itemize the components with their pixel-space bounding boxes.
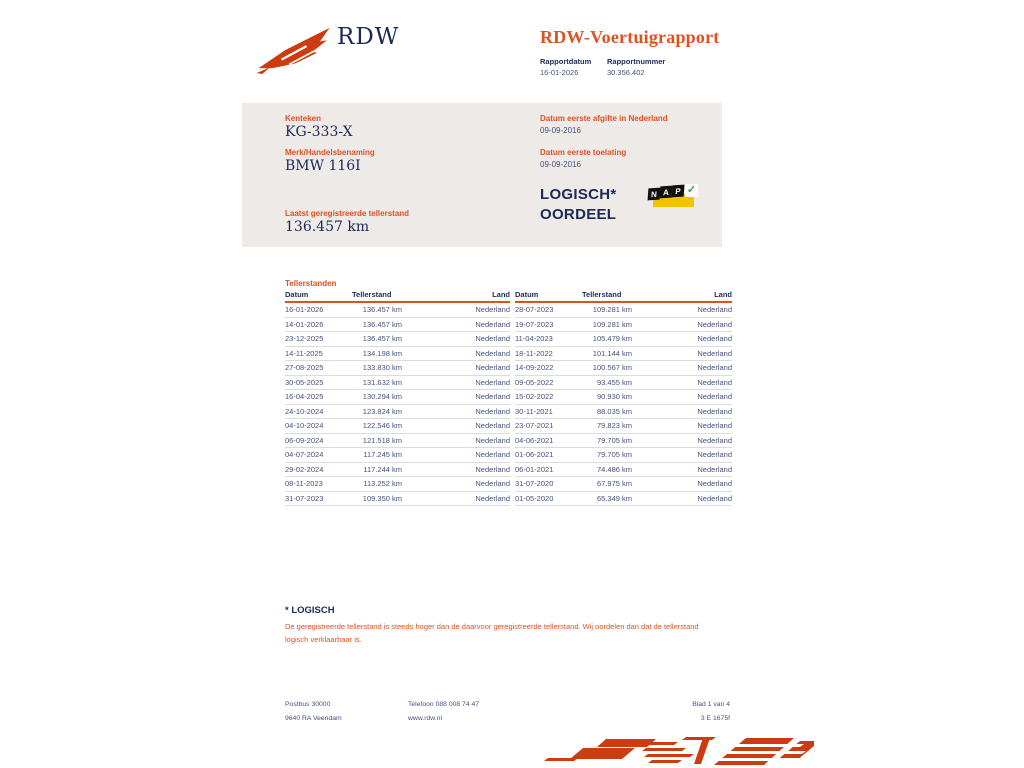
- row-land: Nederland: [475, 392, 510, 402]
- table-row: [285, 347, 510, 362]
- tellerstanden-title: Tellerstanden: [285, 279, 337, 288]
- col-header-land: Land: [714, 290, 732, 299]
- col-header-datum: Datum: [285, 290, 309, 299]
- table-row: [285, 318, 510, 333]
- table-row: [515, 347, 732, 362]
- afgifte-value: 09-09-2016: [540, 126, 581, 135]
- row-tellerstand: 109.281 km: [592, 305, 632, 315]
- row-land: Nederland: [475, 406, 510, 416]
- row-date: 16-01-2026: [285, 305, 324, 315]
- table-row: [285, 303, 510, 318]
- row-tellerstand: 101.144 km: [592, 348, 632, 358]
- row-land: Nederland: [697, 435, 732, 445]
- brand-wordmark: RDW: [337, 24, 400, 50]
- row-date: 04-07-2024: [285, 450, 324, 460]
- row-tellerstand: 136.457 km: [362, 305, 402, 315]
- table-row: [285, 419, 510, 434]
- row-land: Nederland: [475, 493, 510, 503]
- row-date: 06-01-2021: [515, 464, 554, 474]
- row-date: 14-09-2022: [515, 363, 554, 373]
- row-tellerstand: 88.035 km: [596, 406, 632, 416]
- nap-checkmark-icon: ✓: [686, 184, 697, 196]
- row-tellerstand: 79.823 km: [596, 421, 632, 431]
- col-header-tellerstand: Tellerstand: [352, 290, 392, 299]
- table-row: [285, 477, 510, 492]
- row-tellerstand: 130.294 km: [362, 392, 402, 402]
- row-tellerstand: 136.457 km: [362, 319, 402, 329]
- rapportdatum-value: 16-01-2026: [540, 68, 579, 77]
- row-tellerstand: 109.350 km: [362, 493, 402, 503]
- row-tellerstand: 79.705 km: [596, 435, 632, 445]
- row-date: 31-07-2023: [285, 493, 324, 503]
- row-tellerstand: 136.457 km: [362, 334, 402, 344]
- row-tellerstand: 74.486 km: [596, 464, 632, 474]
- table-row: [515, 419, 732, 434]
- row-tellerstand: 105.479 km: [592, 334, 632, 344]
- oordeel-line1: LOGISCH*: [540, 186, 617, 203]
- row-date: 18-11-2022: [515, 348, 553, 358]
- page-title: RDW-Voertuigrapport: [540, 27, 720, 47]
- row-tellerstand: 90.930 km: [596, 392, 632, 402]
- table-row: [515, 390, 732, 405]
- row-tellerstand: 100.567 km: [592, 363, 632, 373]
- meter-table-left: [285, 290, 510, 506]
- row-date: 14-01-2026: [285, 319, 324, 329]
- nap-letter-p: P: [672, 185, 685, 198]
- table-row: [515, 361, 732, 376]
- laatste-tellerstand-value: 136.457 km: [285, 219, 370, 235]
- meter-table-left-body: [285, 303, 510, 506]
- row-land: Nederland: [475, 435, 510, 445]
- row-date: 14-11-2025: [285, 348, 323, 358]
- row-land: Nederland: [475, 305, 510, 315]
- row-tellerstand: 93.455 km: [596, 377, 632, 387]
- row-land: Nederland: [697, 479, 732, 489]
- row-date: 04-06-2021: [515, 435, 554, 445]
- row-tellerstand: 65.349 km: [596, 493, 632, 503]
- table-row: [515, 332, 732, 347]
- row-tellerstand: 109.281 km: [592, 319, 632, 329]
- row-tellerstand: 113.252 km: [363, 479, 402, 489]
- rapportdatum-label: Rapportdatum: [540, 57, 592, 66]
- table-row: [515, 405, 732, 420]
- row-land: Nederland: [697, 377, 732, 387]
- table-row: [515, 448, 732, 463]
- rapportnummer-value: 30.356.402: [607, 68, 645, 77]
- row-tellerstand: 67.975 km: [596, 479, 632, 489]
- meter-table-right-header: [515, 290, 732, 303]
- row-date: 24-10-2024: [285, 406, 324, 416]
- row-date: 27-08-2025: [285, 363, 324, 373]
- table-row: [515, 376, 732, 391]
- col-header-land: Land: [492, 290, 510, 299]
- col-header-tellerstand: Tellerstand: [582, 290, 622, 299]
- row-date: 15-02-2022: [515, 392, 554, 402]
- footer-page-indicator: Blad 1 van 4: [692, 701, 730, 708]
- table-row: [285, 405, 510, 420]
- footer-phone: Telefoon 088 008 74 47: [408, 701, 480, 708]
- merk-label: Merk/Handelsbenaming: [285, 148, 375, 157]
- row-land: Nederland: [475, 348, 510, 358]
- row-date: 04-10-2024: [285, 421, 324, 431]
- table-row: [285, 463, 510, 478]
- row-land: Nederland: [475, 363, 510, 373]
- row-tellerstand: 117.244 km: [363, 464, 402, 474]
- afgifte-label: Datum eerste afgifte in Nederland: [540, 114, 668, 123]
- row-land: Nederland: [475, 377, 510, 387]
- table-row: [285, 361, 510, 376]
- row-date: 11-04-2023: [515, 334, 553, 344]
- rdw-stripes-decoration: [542, 736, 814, 768]
- row-land: Nederland: [475, 421, 510, 431]
- row-tellerstand: 134.198 km: [362, 348, 402, 358]
- row-land: Nederland: [697, 305, 732, 315]
- row-land: Nederland: [697, 464, 732, 474]
- row-date: 23-07-2021: [515, 421, 554, 431]
- row-land: Nederland: [475, 319, 510, 329]
- row-date: 08-11-2023: [285, 479, 323, 489]
- footer-address-line1: Postbus 30000: [285, 701, 331, 708]
- row-land: Nederland: [697, 348, 732, 358]
- row-land: Nederland: [697, 406, 732, 416]
- row-date: 01-05-2020: [515, 493, 554, 503]
- row-date: 19-07-2023: [515, 319, 554, 329]
- table-row: [515, 477, 732, 492]
- row-land: Nederland: [697, 421, 732, 431]
- table-row: [285, 492, 510, 507]
- row-date: 01-06-2021: [515, 450, 554, 460]
- row-date: 23-12-2025: [285, 334, 324, 344]
- table-row: [515, 492, 732, 507]
- row-date: 16-04-2025: [285, 392, 324, 402]
- footer-address-line2: 9640 RA Veendam: [285, 715, 342, 722]
- kenteken-value: KG-333-X: [285, 124, 353, 140]
- row-tellerstand: 133.830 km: [362, 363, 402, 373]
- row-tellerstand: 117.245 km: [363, 450, 402, 460]
- table-row: [285, 332, 510, 347]
- merk-value: BMW 116I: [285, 158, 361, 174]
- table-row: [285, 434, 510, 449]
- oordeel-line2: OORDEEL: [540, 206, 617, 223]
- toelating-value: 09-09-2016: [540, 160, 581, 169]
- row-land: Nederland: [475, 450, 510, 460]
- row-tellerstand: 131.632 km: [362, 377, 402, 387]
- col-header-datum: Datum: [515, 290, 539, 299]
- logisch-explanation-heading: * LOGISCH: [285, 605, 335, 616]
- row-land: Nederland: [697, 334, 732, 344]
- row-date: 30-11-2021: [515, 406, 553, 416]
- nap-logo: [648, 184, 702, 211]
- row-land: Nederland: [697, 319, 732, 329]
- row-date: 09-05-2022: [515, 377, 554, 387]
- row-date: 06-09-2024: [285, 435, 324, 445]
- meter-table-right-body: [515, 303, 732, 506]
- toelating-label: Datum eerste toelating: [540, 148, 627, 157]
- rapportnummer-label: Rapportnummer: [607, 57, 666, 66]
- meter-table-left-header: [285, 290, 510, 303]
- table-row: [515, 318, 732, 333]
- logisch-explanation-body: De geregistreerde tellerstand is steeds hoger dan de daarvoor geregistreerde tellerstand. Wij oordelen dan dat de tellerstand logisch verklaarbaar is.: [285, 622, 699, 645]
- row-date: 28-07-2023: [515, 305, 554, 315]
- row-land: Nederland: [697, 493, 732, 503]
- table-row: [285, 376, 510, 391]
- row-tellerstand: 123.824 km: [362, 406, 402, 416]
- row-land: Nederland: [475, 479, 510, 489]
- kenteken-label: Kenteken: [285, 114, 322, 123]
- rdw-bird-logo-icon: [256, 25, 334, 75]
- table-row: [515, 463, 732, 478]
- row-land: Nederland: [475, 334, 510, 344]
- nap-letter-a: A: [660, 186, 673, 199]
- row-tellerstand: 79.705 km: [596, 450, 632, 460]
- row-land: Nederland: [697, 392, 732, 402]
- row-tellerstand: 121.518 km: [362, 435, 402, 445]
- row-date: 31-07-2020: [515, 479, 554, 489]
- table-row: [285, 390, 510, 405]
- table-row: [285, 448, 510, 463]
- row-land: Nederland: [475, 464, 510, 474]
- row-land: Nederland: [697, 450, 732, 460]
- table-row: [515, 434, 732, 449]
- footer-website: www.rdw.nl: [408, 715, 442, 722]
- meter-table-right: [515, 290, 732, 506]
- footer-form-code: 3 E 1675f: [700, 715, 730, 722]
- row-tellerstand: 122.546 km: [362, 421, 402, 431]
- nap-letter-n: N: [648, 188, 661, 201]
- row-date: 30-05-2025: [285, 377, 324, 387]
- laatste-tellerstand-label: Laatst geregistreerde tellerstand: [285, 209, 410, 218]
- table-row: [515, 303, 732, 318]
- row-date: 29-02-2024: [285, 464, 324, 474]
- row-land: Nederland: [697, 363, 732, 373]
